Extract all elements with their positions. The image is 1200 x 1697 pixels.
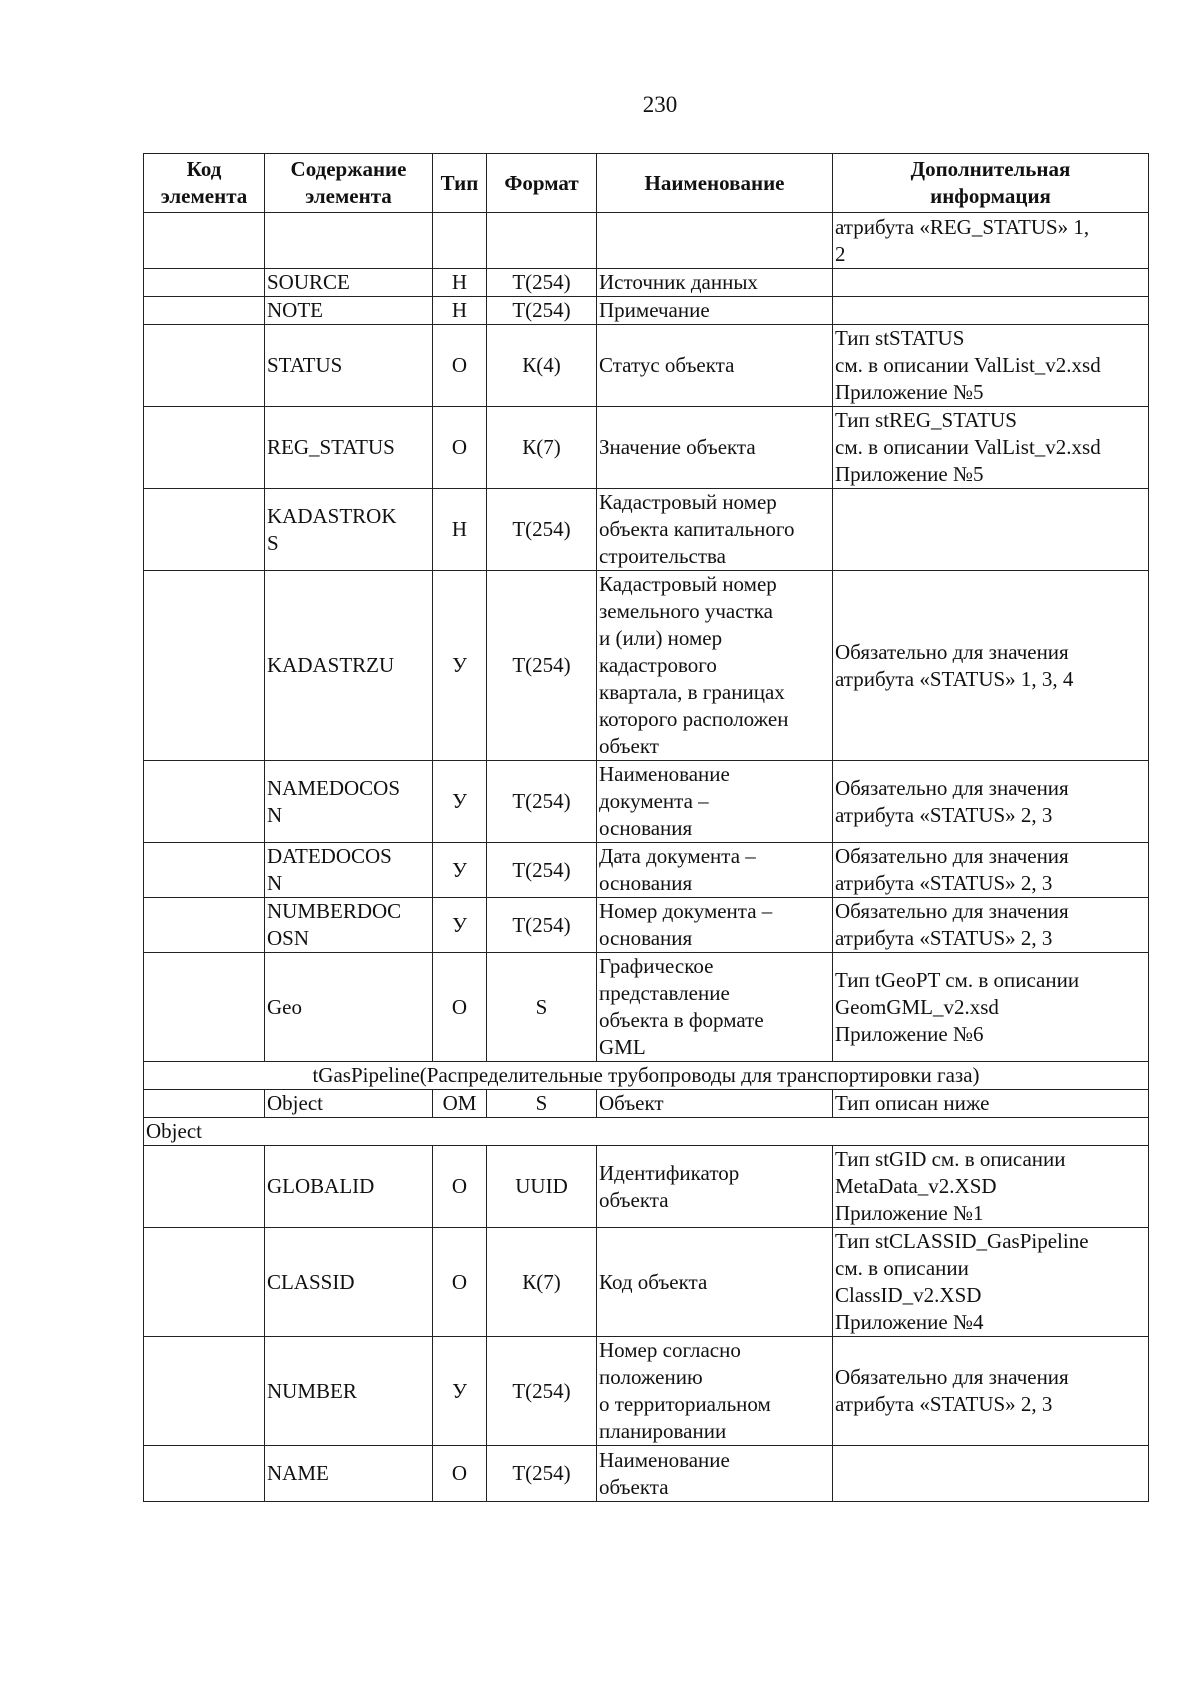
cell-content	[265, 297, 433, 325]
cell-info	[833, 269, 1149, 297]
cell-info	[833, 407, 1149, 489]
table-row	[144, 761, 1149, 843]
cell-line: Тип описан ниже	[835, 1091, 990, 1115]
cell-line: атрибута «STATUS» 1, 3, 4	[835, 666, 1074, 691]
cell-name	[597, 898, 833, 953]
cell-name	[597, 761, 833, 843]
cell-line: MetaData_v2.XSD	[835, 1174, 997, 1198]
cell-line: Значение объекта	[599, 435, 756, 459]
cell-content	[265, 1146, 433, 1228]
cell-line: атрибута «STATUS» 2, 3	[835, 802, 1053, 827]
cell-content	[265, 953, 433, 1062]
cell-info	[833, 898, 1149, 953]
cell-type: Н	[433, 269, 487, 297]
header-info	[833, 154, 1149, 213]
header-text: Дополнительная	[910, 157, 1071, 181]
cell-code	[144, 571, 265, 761]
cell-info	[833, 325, 1149, 407]
cell-line: NUMBERDOC	[267, 899, 402, 923]
cell-info	[833, 489, 1149, 571]
cell-type: У	[433, 898, 487, 953]
table-row	[144, 571, 1149, 761]
cell-line: см. в описании ValList_v2.xsd	[835, 353, 1101, 377]
cell-code	[144, 953, 265, 1062]
cell-line: SOURCE	[267, 270, 350, 294]
cell-name	[597, 407, 833, 489]
cell-line: атрибута «STATUS» 2, 3	[835, 926, 1053, 950]
table-row	[144, 1337, 1149, 1446]
cell-format: Т(254)	[487, 843, 597, 898]
cell-code	[144, 898, 265, 953]
cell-name	[597, 1228, 833, 1337]
cell-code	[144, 325, 265, 407]
cell-code	[144, 269, 265, 297]
cell-line: объекта	[599, 1474, 669, 1499]
cell-info	[833, 1146, 1149, 1228]
cell-content	[265, 843, 433, 898]
cell-format: Т(254)	[487, 297, 597, 325]
table-row	[144, 269, 1149, 297]
cell-type: О	[433, 953, 487, 1062]
cell-type	[433, 213, 487, 269]
cell-name	[597, 269, 833, 297]
cell-line: Обязательно для значения	[835, 1365, 1069, 1389]
cell-line: Обязательно для значения	[835, 844, 1069, 868]
cell-name	[597, 1337, 833, 1446]
cell-line: NAME	[267, 1461, 329, 1485]
cell-code	[144, 407, 265, 489]
table-row	[144, 325, 1149, 407]
cell-line: Приложение №5	[835, 462, 984, 486]
cell-code	[144, 1337, 265, 1446]
section-row	[144, 1062, 1149, 1090]
cell-code	[144, 1146, 265, 1228]
cell-format: Т(254)	[487, 1337, 597, 1446]
header-name	[597, 154, 833, 213]
cell-content	[265, 898, 433, 953]
cell-content	[265, 571, 433, 761]
cell-line: KADASTRZU	[267, 653, 395, 677]
cell-line: KADASTROK	[267, 503, 397, 528]
cell-line: Кадастровый номер	[599, 490, 777, 514]
header-text: Код	[186, 157, 222, 181]
cell-line: объекта	[599, 1187, 669, 1212]
cell-content	[265, 761, 433, 843]
cell-code	[144, 761, 265, 843]
cell-line: REG_STATUS	[267, 435, 395, 459]
cell-line: NOTE	[267, 298, 323, 322]
cell-content	[265, 269, 433, 297]
cell-format	[487, 213, 597, 269]
cell-line: OSN	[267, 926, 310, 950]
cell-code	[144, 297, 265, 325]
table-row	[144, 1146, 1149, 1228]
cell-type: У	[433, 761, 487, 843]
cell-content	[265, 489, 433, 571]
cell-info	[833, 1228, 1149, 1337]
table-row	[144, 297, 1149, 325]
table-row	[144, 1446, 1149, 1502]
cell-line: атрибута «STATUS» 2, 3	[835, 1392, 1053, 1416]
header-text: информация	[930, 184, 1051, 208]
cell-line: строительства	[599, 544, 727, 568]
cell-line: Приложение №6	[835, 1021, 984, 1046]
cell-line: земельного участка	[599, 599, 773, 623]
header-text: элемента	[305, 184, 392, 208]
cell-line: основания	[599, 816, 693, 840]
cell-line: кадастрового	[599, 653, 717, 677]
cell-line: планировании	[599, 1419, 727, 1443]
table-row	[144, 1090, 1149, 1118]
cell-code	[144, 1228, 265, 1337]
cell-type: Н	[433, 297, 487, 325]
header-text: элемента	[160, 184, 248, 208]
cell-content	[265, 1337, 433, 1446]
cell-type: О	[433, 1446, 487, 1502]
cell-line: о территориальном	[599, 1392, 771, 1416]
table-row	[144, 953, 1149, 1062]
table-row	[144, 489, 1149, 571]
group-row	[144, 1118, 1149, 1146]
header-content	[265, 154, 433, 213]
cell-format: Т(254)	[487, 489, 597, 571]
cell-info	[833, 843, 1149, 898]
cell-line: см. в описании	[835, 1256, 969, 1280]
cell-line: N	[267, 802, 283, 827]
page-number: 230	[642, 92, 678, 117]
cell-line: NUMBER	[267, 1378, 357, 1403]
cell-line: объекта в формате	[599, 1008, 764, 1032]
cell-name	[597, 571, 833, 761]
header-format	[487, 154, 597, 213]
cell-code	[144, 489, 265, 571]
cell-type: У	[433, 571, 487, 761]
cell-line: 2	[835, 241, 846, 266]
cell-name	[597, 953, 833, 1062]
cell-info	[833, 213, 1149, 269]
table-row	[144, 407, 1149, 489]
cell-info	[833, 1337, 1149, 1446]
cell-line: Дата документа –	[599, 844, 756, 868]
cell-info	[833, 953, 1149, 1062]
group-title: Object	[144, 1118, 1149, 1146]
cell-line: которого расположен	[599, 707, 789, 731]
header-type	[433, 154, 487, 213]
cell-line: CLASSID	[267, 1269, 355, 1294]
cell-line: Статус объекта	[599, 353, 735, 377]
cell-line: Номер согласно	[599, 1338, 741, 1362]
cell-line: GLOBALID	[267, 1174, 375, 1198]
cell-type: У	[433, 843, 487, 898]
cell-line: Тип stREG_STATUS	[835, 408, 1017, 432]
section-title: tGasPipeline(Распределительные трубопроводы для транспортировки газа)	[144, 1062, 1149, 1090]
cell-name	[597, 213, 833, 269]
cell-format: К(7)	[487, 407, 597, 489]
cell-line: Тип stGID см. в описании	[835, 1147, 1066, 1171]
cell-line: Графическое	[599, 954, 714, 978]
cell-content	[265, 325, 433, 407]
table-row	[144, 1228, 1149, 1337]
cell-format: Т(254)	[487, 898, 597, 953]
cell-info	[833, 761, 1149, 843]
cell-name	[597, 843, 833, 898]
cell-line: Приложение №1	[835, 1201, 984, 1225]
cell-format: К(4)	[487, 325, 597, 407]
table-header-row	[144, 154, 1149, 213]
cell-format: S	[487, 1090, 597, 1118]
cell-line: Наименование	[599, 1447, 730, 1472]
cell-line: основания	[599, 926, 693, 950]
cell-format: Т(254)	[487, 1446, 597, 1502]
cell-line: документа –	[599, 789, 709, 813]
cell-name	[597, 297, 833, 325]
cell-info	[833, 1446, 1149, 1502]
cell-format: UUID	[487, 1146, 597, 1228]
cell-code	[144, 1090, 265, 1118]
cell-content	[265, 1090, 433, 1118]
table-row	[144, 213, 1149, 269]
cell-line: Обязательно для значения	[835, 899, 1069, 923]
cell-line: Тип stCLASSID_GasPipeline	[835, 1229, 1089, 1253]
cell-info	[833, 571, 1149, 761]
cell-format: S	[487, 953, 597, 1062]
cell-content	[265, 1228, 433, 1337]
header-text: Формат	[504, 170, 579, 195]
cell-format: К(7)	[487, 1228, 597, 1337]
cell-line: N	[267, 871, 283, 895]
cell-line: основания	[599, 871, 693, 895]
cell-name	[597, 1090, 833, 1118]
cell-line: ClassID_v2.XSD	[835, 1283, 982, 1307]
cell-type: О	[433, 1228, 487, 1337]
cell-content	[265, 1446, 433, 1502]
cell-code	[144, 843, 265, 898]
cell-line: атрибута «REG_STATUS» 1,	[835, 214, 1090, 239]
cell-line: объекта капитального	[599, 517, 795, 541]
cell-line: S	[267, 530, 279, 555]
cell-format: Т(254)	[487, 269, 597, 297]
cell-format: Т(254)	[487, 571, 597, 761]
cell-name	[597, 1446, 833, 1502]
cell-type: О	[433, 325, 487, 407]
cell-type: Н	[433, 489, 487, 571]
cell-code	[144, 213, 265, 269]
cell-type: ОМ	[433, 1090, 487, 1118]
cell-line: Тип tGeoPT см. в описании	[835, 967, 1080, 992]
cell-info	[833, 1090, 1149, 1118]
cell-line: STATUS	[267, 353, 343, 377]
cell-content	[265, 213, 433, 269]
cell-line: GeomGML_v2.xsd	[835, 994, 999, 1019]
cell-line: Код объекта	[599, 1269, 708, 1294]
cell-name	[597, 1146, 833, 1228]
cell-code	[144, 1446, 265, 1502]
cell-line: квартала, в границах	[599, 680, 785, 704]
header-text: Тип	[440, 170, 479, 195]
table-row	[144, 898, 1149, 953]
cell-line: Источник данных	[599, 270, 758, 294]
cell-line: Тип stSTATUS	[835, 326, 965, 350]
cell-line: Geo	[267, 994, 302, 1019]
header-code	[144, 154, 265, 213]
cell-name	[597, 489, 833, 571]
cell-line: Обязательно для значения	[835, 775, 1069, 800]
cell-line: GML	[599, 1035, 646, 1059]
cell-line: Приложение №5	[835, 380, 984, 404]
cell-line: представление	[599, 981, 730, 1005]
cell-line: и (или) номер	[599, 626, 723, 650]
cell-line: атрибута «STATUS» 2, 3	[835, 871, 1053, 895]
cell-content	[265, 407, 433, 489]
cell-line: Object	[267, 1091, 323, 1115]
table-body	[144, 213, 1149, 1502]
cell-line: Приложение №4	[835, 1310, 984, 1334]
cell-type: О	[433, 407, 487, 489]
cell-line: Обязательно для значения	[835, 639, 1069, 664]
header-text: Содержание	[290, 157, 407, 181]
cell-name	[597, 325, 833, 407]
cell-line: положению	[599, 1365, 703, 1389]
cell-type: О	[433, 1146, 487, 1228]
cell-line: Идентификатор	[599, 1160, 740, 1185]
cell-type: У	[433, 1337, 487, 1446]
table-row	[144, 843, 1149, 898]
cell-line: Кадастровый номер	[599, 572, 777, 596]
cell-line: Номер документа –	[599, 899, 773, 923]
attributes-table	[143, 153, 1149, 1502]
cell-info	[833, 297, 1149, 325]
cell-line: Примечание	[599, 298, 710, 322]
cell-format: Т(254)	[487, 761, 597, 843]
cell-line: DATEDOCOS	[267, 844, 392, 868]
cell-line: см. в описании ValList_v2.xsd	[835, 435, 1101, 459]
cell-line: объект	[599, 734, 659, 758]
cell-line: NAMEDOCOS	[267, 775, 401, 800]
cell-line: Объект	[599, 1091, 664, 1115]
header-text: Наименование	[644, 170, 785, 195]
cell-line: Наименование	[599, 762, 730, 786]
